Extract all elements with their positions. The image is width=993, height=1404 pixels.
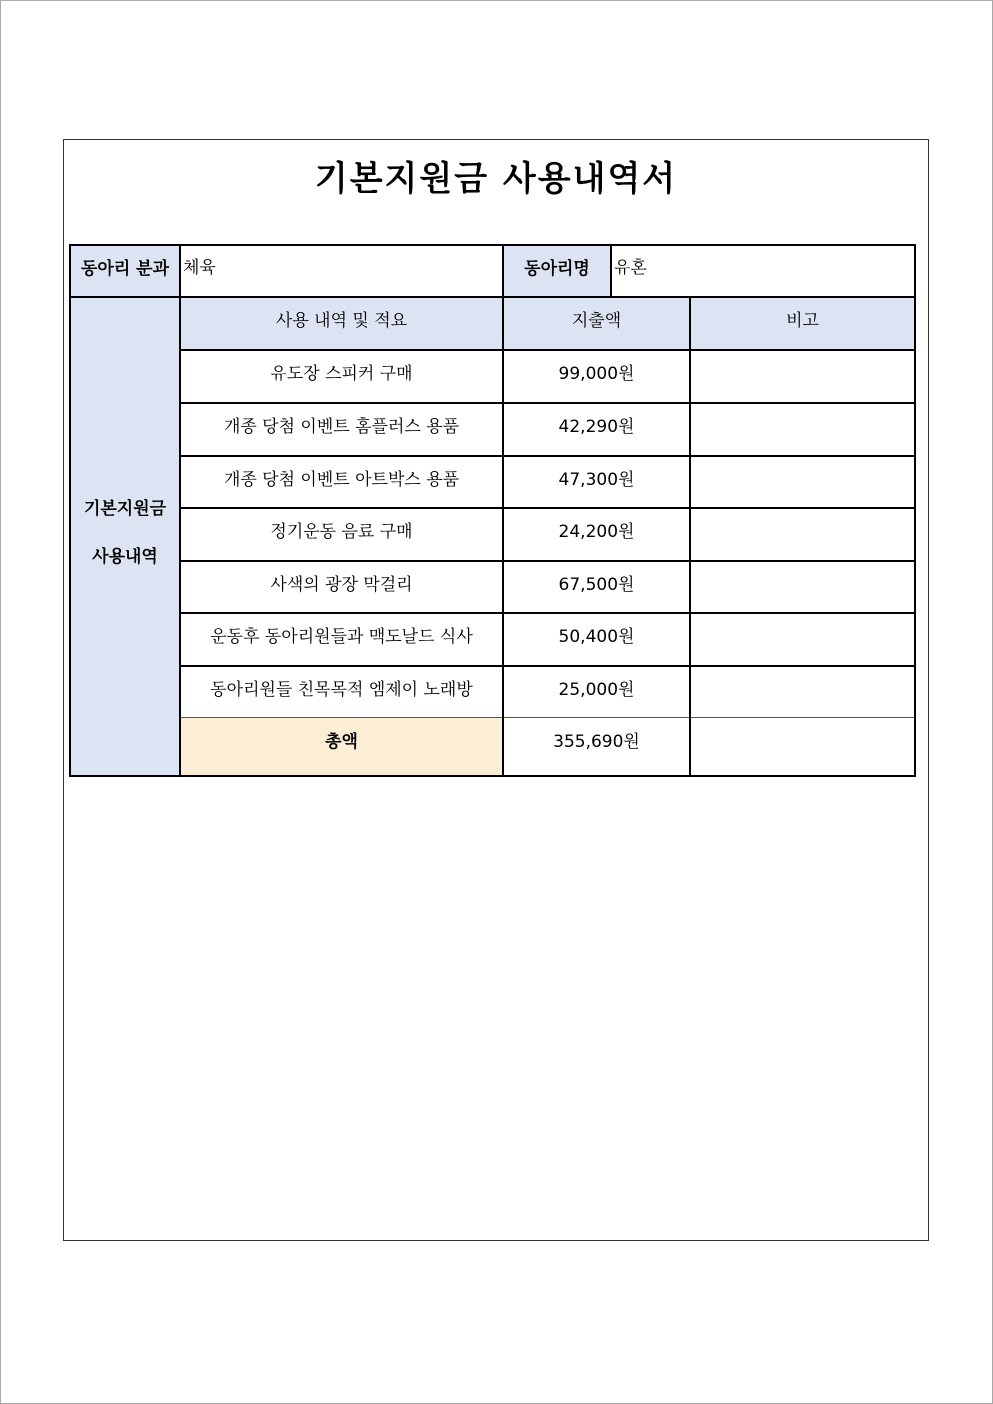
club-name-value: 유혼 <box>614 258 647 278</box>
row-description: 개종 당첨 이벤트 아트박스 용품 <box>223 470 460 490</box>
grid-line <box>69 244 916 246</box>
row-description: 운동후 동아리원들과 맥도날드 식사 <box>210 627 473 647</box>
row-amount: 50,400원 <box>558 627 635 647</box>
row-description: 개종 당첨 이벤트 홈플러스 용품 <box>223 417 460 437</box>
document-title: 기본지원금 사용내역서 <box>314 159 678 199</box>
row-note <box>690 613 915 666</box>
row-amount: 42,290원 <box>558 417 635 437</box>
grid-line <box>180 402 916 404</box>
grid-line <box>69 296 916 298</box>
usage-side-cell <box>70 297 180 776</box>
category-value: 체육 <box>183 258 216 278</box>
column-header-description: 사용 내역 및 적요 <box>180 297 503 350</box>
grid-line <box>179 244 181 777</box>
row-amount: 47,300원 <box>558 470 635 490</box>
grid-line <box>689 296 691 777</box>
grid-line <box>180 717 916 718</box>
total-label: 총액 <box>180 718 503 776</box>
grid-line <box>69 775 916 777</box>
row-note <box>690 403 915 456</box>
grid-line <box>180 349 916 351</box>
row-note <box>690 350 915 403</box>
column-header-amount: 지출액 <box>503 297 690 350</box>
row-amount: 67,500원 <box>558 575 635 595</box>
grid-line <box>180 507 916 509</box>
grid-line <box>610 244 612 297</box>
grid-line <box>180 612 916 614</box>
row-amount: 24,200원 <box>558 522 635 542</box>
category-label: 동아리 분과 <box>70 245 180 297</box>
club-name-label: 동아리명 <box>503 245 611 297</box>
grid-line <box>502 244 504 777</box>
column-header-note: 비고 <box>690 297 915 350</box>
grid-line <box>180 560 916 562</box>
row-description: 유도장 스피커 구매 <box>270 364 413 384</box>
usage-side-label-line1: 기본지원금 <box>83 499 167 519</box>
grid-line <box>914 244 916 777</box>
usage-side-label-line2: 사용내역 <box>92 547 158 567</box>
row-note <box>690 456 915 508</box>
row-note <box>690 561 915 613</box>
row-note <box>690 666 915 718</box>
grid-line <box>180 665 916 667</box>
grid-line <box>180 455 916 457</box>
row-note <box>690 508 915 561</box>
row-amount: 25,000원 <box>558 680 635 700</box>
row-description: 동아리원들 친목목적 엠제이 노래방 <box>210 680 473 700</box>
total-amount: 355,690원 <box>553 732 640 752</box>
row-amount: 99,000원 <box>558 364 635 384</box>
row-description: 사색의 광장 막걸리 <box>270 575 413 595</box>
total-note <box>690 718 915 776</box>
grid-line <box>69 244 71 777</box>
row-description: 정기운동 음료 구매 <box>270 522 413 542</box>
